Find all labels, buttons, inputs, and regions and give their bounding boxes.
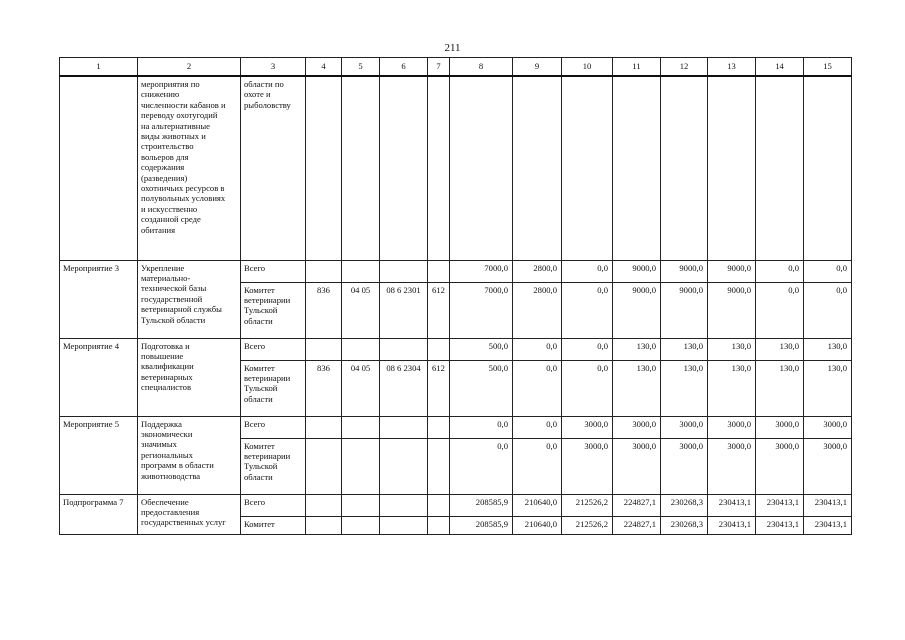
description-line: специалистов — [141, 382, 192, 393]
ministry-code: 836 — [306, 360, 342, 416]
organization-cell — [241, 516, 306, 534]
funding-value: 0,0 — [562, 260, 613, 282]
target-article-code: 08 6 2304 — [380, 360, 428, 416]
column-header: 3 — [241, 58, 306, 77]
funding-value: 0,0 — [756, 260, 804, 282]
expense-type-code — [428, 338, 450, 360]
measure-name: Подпрограмма 7 — [60, 494, 138, 534]
organization-line: Всего — [244, 496, 266, 507]
funding-value: 0,0 — [513, 438, 562, 494]
column-header: 9 — [513, 58, 562, 77]
funding-value: 210640,0 — [513, 516, 562, 534]
funding-value: 500,0 — [450, 338, 513, 360]
column-header: 10 — [562, 58, 613, 77]
funding-value: 212526,2 — [562, 494, 613, 516]
funding-value: 9000,0 — [708, 282, 756, 338]
organization-line: охоте и — [244, 89, 271, 100]
funding-value: 130,0 — [613, 338, 661, 360]
measure-total-row — [60, 416, 852, 438]
funding-value: 0,0 — [562, 282, 613, 338]
description-line: региональных — [141, 449, 193, 460]
funding-value: 0,0 — [756, 282, 804, 338]
funding-value: 230268,3 — [661, 494, 708, 516]
measure-name: Мероприятие 5 — [60, 416, 138, 494]
measure-name: Мероприятие 4 — [60, 338, 138, 416]
funding-value: 0,0 — [513, 338, 562, 360]
organization-line: ветеринарии — [244, 294, 291, 305]
column-header: 13 — [708, 58, 756, 77]
organization-line: ветеринарии — [244, 450, 291, 461]
funding-value: 0,0 — [562, 338, 613, 360]
funding-value: 230413,1 — [708, 494, 756, 516]
column-header: 8 — [450, 58, 513, 77]
column-header: 7 — [428, 58, 450, 77]
funding-value: 130,0 — [613, 360, 661, 416]
organization-line: Тульской — [244, 305, 278, 316]
funding-value: 230413,1 — [708, 516, 756, 534]
section-code — [342, 494, 380, 516]
section-code — [342, 260, 380, 282]
description-line: технической базы — [141, 283, 207, 294]
section-code — [342, 516, 380, 534]
funding-value: 3000,0 — [708, 416, 756, 438]
funding-value: 9000,0 — [708, 260, 756, 282]
funding-value: 230413,1 — [804, 516, 852, 534]
section-code: 04 05 — [342, 282, 380, 338]
target-article-code — [380, 438, 428, 494]
description-line: программ в области — [141, 460, 214, 471]
description-line: на альтернативные — [141, 120, 210, 131]
ministry-code — [306, 494, 342, 516]
funding-value: 130,0 — [804, 338, 852, 360]
funding-value: 130,0 — [661, 338, 708, 360]
organization-cell — [241, 416, 306, 438]
description-line: переводу охотугодий — [141, 110, 218, 121]
funding-value: 230268,3 — [661, 516, 708, 534]
funding-value: 212526,2 — [562, 516, 613, 534]
organization-line: рыболовству — [244, 99, 291, 110]
organization-line: области — [244, 471, 273, 482]
column-header: 2 — [138, 58, 241, 77]
description-line: Поддержка — [141, 418, 182, 429]
measure-total-row — [60, 494, 852, 516]
funding-value: 0,0 — [562, 360, 613, 416]
continuation-organization — [241, 76, 306, 260]
target-article-code — [380, 338, 428, 360]
description-line: ветеринарных — [141, 371, 193, 382]
funding-value: 208585,9 — [450, 494, 513, 516]
target-article-code — [380, 416, 428, 438]
funding-value: 3000,0 — [756, 416, 804, 438]
table-body — [60, 58, 852, 535]
funding-value: 7000,0 — [450, 282, 513, 338]
organization-line: Комитет — [244, 284, 275, 295]
funding-value: 3000,0 — [613, 438, 661, 494]
funding-value: 130,0 — [756, 360, 804, 416]
header-row — [60, 58, 852, 77]
funding-value: 130,0 — [804, 360, 852, 416]
funding-value: 9000,0 — [613, 260, 661, 282]
description-line: материально- — [141, 272, 191, 283]
organization-line: ветеринарии — [244, 372, 291, 383]
description-line: экономически — [141, 428, 193, 439]
funding-value: 0,0 — [450, 438, 513, 494]
funding-value: 500,0 — [450, 360, 513, 416]
expense-type-code — [428, 516, 450, 534]
funding-value: 0,0 — [450, 416, 513, 438]
ministry-code — [306, 338, 342, 360]
funding-value: 9000,0 — [661, 260, 708, 282]
funding-value: 3000,0 — [661, 438, 708, 494]
organization-line: области — [244, 315, 273, 326]
expense-type-code — [428, 494, 450, 516]
description-line: квалификации — [141, 361, 194, 372]
organization-cell — [241, 282, 306, 338]
page-number: 211 — [444, 42, 461, 54]
description-line: государственной — [141, 293, 203, 304]
funding-value: 3000,0 — [613, 416, 661, 438]
funding-value: 3000,0 — [756, 438, 804, 494]
column-header: 4 — [306, 58, 342, 77]
continuation-row — [60, 76, 852, 260]
description-line: повышение — [141, 350, 184, 361]
funding-value: 3000,0 — [708, 438, 756, 494]
funding-value: 224827,1 — [613, 494, 661, 516]
funding-value: 224827,1 — [613, 516, 661, 534]
measure-name-cell — [60, 76, 138, 260]
measure-total-row — [60, 260, 852, 282]
funding-value: 130,0 — [708, 360, 756, 416]
funding-value: 3000,0 — [804, 416, 852, 438]
organization-line: Комитет — [244, 518, 275, 529]
section-code — [342, 438, 380, 494]
column-header: 6 — [380, 58, 428, 77]
budget-table — [59, 57, 852, 535]
ministry-code — [306, 260, 342, 282]
description-line: животноводства — [141, 470, 201, 481]
funding-value: 9000,0 — [661, 282, 708, 338]
target-article-code — [380, 494, 428, 516]
funding-value: 0,0 — [513, 360, 562, 416]
description-line: снижению — [141, 89, 180, 100]
target-article-code — [380, 516, 428, 534]
description-line: Подготовка и — [141, 340, 190, 351]
description-line: содержания — [141, 162, 185, 173]
section-code: 04 05 — [342, 360, 380, 416]
description-line: обитания — [141, 224, 176, 235]
description-line: государственных услуг — [141, 517, 226, 528]
ministry-code — [306, 438, 342, 494]
funding-value: 2800,0 — [513, 260, 562, 282]
section-code — [342, 338, 380, 360]
funding-value: 3000,0 — [562, 438, 613, 494]
organization-line: Комитет — [244, 362, 275, 373]
measure-description — [138, 416, 241, 494]
description-line: вольеров для — [141, 151, 189, 162]
organization-line: области по — [244, 79, 284, 89]
organization-line: Тульской — [244, 383, 278, 394]
expense-type-code — [428, 260, 450, 282]
target-article-code — [380, 260, 428, 282]
funding-value: 0,0 — [804, 282, 852, 338]
column-header: 11 — [613, 58, 661, 77]
description-line: Укрепление — [141, 262, 185, 273]
funding-value: 0,0 — [804, 260, 852, 282]
description-line: (разведения) — [141, 172, 188, 183]
ministry-code: 836 — [306, 282, 342, 338]
funding-value: 2800,0 — [513, 282, 562, 338]
description-line: численности кабанов и — [141, 99, 226, 110]
column-header: 14 — [756, 58, 804, 77]
funding-value: 7000,0 — [450, 260, 513, 282]
column-header: 12 — [661, 58, 708, 77]
expense-type-code — [428, 416, 450, 438]
expense-type-code: 612 — [428, 282, 450, 338]
organization-line: области — [244, 393, 273, 404]
description-line: Тульской области — [141, 314, 206, 325]
funding-value: 230413,1 — [804, 494, 852, 516]
funding-value: 130,0 — [756, 338, 804, 360]
section-code — [342, 416, 380, 438]
continuation-description — [138, 76, 241, 260]
ministry-code — [306, 416, 342, 438]
description-line: строительство — [141, 141, 194, 152]
description-line: и искусственно — [141, 203, 198, 214]
measure-total-row — [60, 338, 852, 360]
measure-name: Мероприятие 3 — [60, 260, 138, 338]
organization-cell — [241, 360, 306, 416]
organization-line: Всего — [244, 340, 266, 351]
ministry-code — [306, 516, 342, 534]
expense-type-code: 612 — [428, 360, 450, 416]
organization-line: Всего — [244, 262, 266, 273]
description-line: охотничьих ресурсов в — [141, 183, 225, 194]
funding-value: 130,0 — [708, 338, 756, 360]
column-header: 15 — [804, 58, 852, 77]
description-line: виды животных и — [141, 131, 206, 142]
description-line: Обеспечение — [141, 496, 189, 507]
funding-value: 210640,0 — [513, 494, 562, 516]
organization-line: Комитет — [244, 440, 275, 451]
description-line: предоставления — [141, 506, 200, 517]
organization-cell — [241, 494, 306, 516]
organization-cell — [241, 338, 306, 360]
description-line: полувольных условиях — [141, 193, 226, 204]
funding-value: 3000,0 — [804, 438, 852, 494]
description-line: мероприятия по — [141, 79, 200, 89]
expense-type-code — [428, 438, 450, 494]
funding-value: 130,0 — [661, 360, 708, 416]
column-header: 1 — [60, 58, 138, 77]
organization-line: Всего — [244, 418, 266, 429]
column-header: 5 — [342, 58, 380, 77]
measure-description — [138, 338, 241, 416]
funding-value: 230413,1 — [756, 494, 804, 516]
funding-value: 0,0 — [513, 416, 562, 438]
funding-value: 3000,0 — [562, 416, 613, 438]
funding-value: 230413,1 — [756, 516, 804, 534]
funding-value: 3000,0 — [661, 416, 708, 438]
funding-value: 208585,9 — [450, 516, 513, 534]
description-line: ветеринарной службы — [141, 304, 222, 315]
funding-value: 9000,0 — [613, 282, 661, 338]
organization-cell — [241, 260, 306, 282]
organization-line: Тульской — [244, 461, 278, 472]
measure-description — [138, 494, 241, 534]
description-line: значимых — [141, 439, 177, 450]
description-line: созданной среде — [141, 214, 201, 225]
organization-cell — [241, 438, 306, 494]
target-article-code: 08 6 2301 — [380, 282, 428, 338]
measure-description — [138, 260, 241, 338]
